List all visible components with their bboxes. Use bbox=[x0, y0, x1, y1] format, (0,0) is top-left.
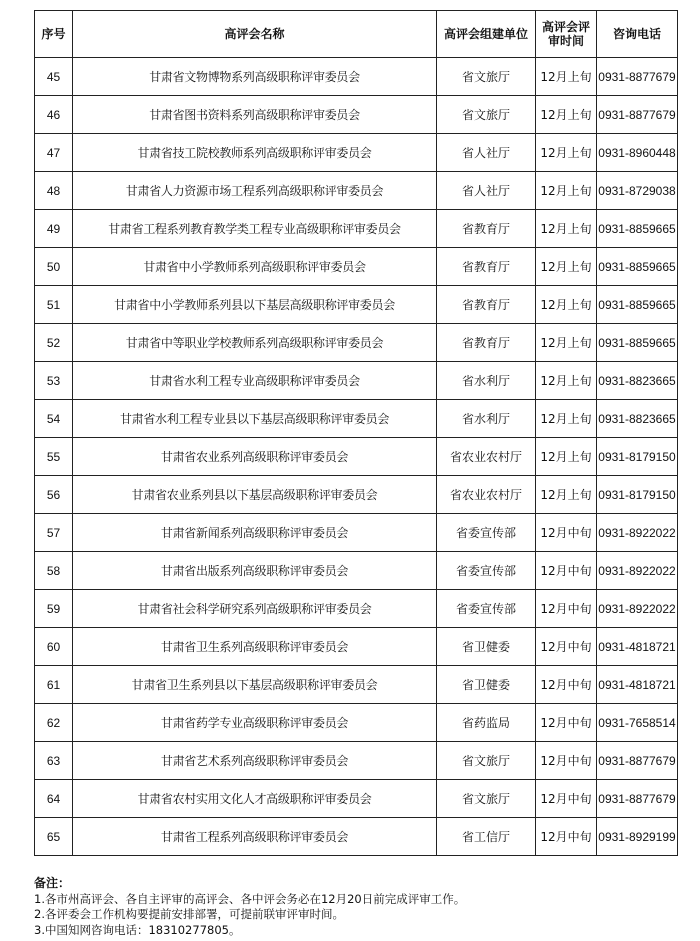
table-row bbox=[35, 324, 678, 362]
committee-name: 甘肃省人力资源市场工程系列高级职称评审委员会 bbox=[73, 172, 437, 210]
organizing-unit: 省卫健委 bbox=[437, 628, 536, 666]
note-item: 3.中国知网咨询电话：18310277805。 bbox=[34, 922, 241, 937]
contact-phone: 0931-7658514 bbox=[597, 704, 678, 742]
review-time: 12月中旬 bbox=[536, 704, 597, 742]
header-phone: 咨询电话 bbox=[597, 11, 678, 58]
review-time: 12月中旬 bbox=[536, 666, 597, 704]
table-body bbox=[35, 58, 678, 856]
contact-phone: 0931-8823665 bbox=[597, 362, 678, 400]
committee-name: 甘肃省艺术系列高级职称评审委员会 bbox=[73, 742, 437, 780]
organizing-unit: 省工信厅 bbox=[437, 818, 536, 856]
table-row bbox=[35, 362, 678, 400]
row-number: 54 bbox=[35, 400, 73, 438]
organizing-unit: 省农业农村厅 bbox=[437, 476, 536, 514]
review-time: 12月上旬 bbox=[536, 400, 597, 438]
row-number: 55 bbox=[35, 438, 73, 476]
row-number: 47 bbox=[35, 134, 73, 172]
committee-name: 甘肃省农业系列高级职称评审委员会 bbox=[73, 438, 437, 476]
committee-name: 甘肃省农业系列县以下基层高级职称评审委员会 bbox=[73, 476, 437, 514]
review-time: 12月上旬 bbox=[536, 134, 597, 172]
row-number: 45 bbox=[35, 58, 73, 96]
review-time: 12月上旬 bbox=[536, 58, 597, 96]
review-time: 12月中旬 bbox=[536, 552, 597, 590]
table-row bbox=[35, 628, 678, 666]
row-number: 59 bbox=[35, 590, 73, 628]
committee-name: 甘肃省图书资料系列高级职称评审委员会 bbox=[73, 96, 437, 134]
committee-name: 甘肃省卫生系列高级职称评审委员会 bbox=[73, 628, 437, 666]
contact-phone: 0931-8922022 bbox=[597, 514, 678, 552]
committee-name: 甘肃省中小学教师系列高级职称评审委员会 bbox=[73, 248, 437, 286]
review-time: 12月中旬 bbox=[536, 742, 597, 780]
organizing-unit: 省人社厅 bbox=[437, 172, 536, 210]
committee-name: 甘肃省中小学教师系列县以下基层高级职称评审委员会 bbox=[73, 286, 437, 324]
table-row bbox=[35, 58, 678, 96]
contact-phone: 0931-4818721 bbox=[597, 628, 678, 666]
review-time: 12月中旬 bbox=[536, 818, 597, 856]
table-row bbox=[35, 552, 678, 590]
review-time: 12月上旬 bbox=[536, 438, 597, 476]
note-item: 2.各评委会工作机构要提前安排部署，可提前联审评审时间。 bbox=[34, 907, 344, 921]
organizing-unit: 省水利厅 bbox=[437, 400, 536, 438]
header-time: 高评会评审时间 bbox=[536, 11, 597, 58]
row-number: 64 bbox=[35, 780, 73, 818]
table-row bbox=[35, 172, 678, 210]
table-row bbox=[35, 286, 678, 324]
row-number: 49 bbox=[35, 210, 73, 248]
contact-phone: 0931-8922022 bbox=[597, 552, 678, 590]
contact-phone: 0931-8823665 bbox=[597, 400, 678, 438]
table-row bbox=[35, 590, 678, 628]
contact-phone: 0931-8877679 bbox=[597, 96, 678, 134]
committee-name: 甘肃省工程系列教育教学类工程专业高级职称评审委员会 bbox=[73, 210, 437, 248]
review-time: 12月上旬 bbox=[536, 248, 597, 286]
organizing-unit: 省农业农村厅 bbox=[437, 438, 536, 476]
review-time: 12月上旬 bbox=[536, 96, 597, 134]
committee-name: 甘肃省卫生系列县以下基层高级职称评审委员会 bbox=[73, 666, 437, 704]
notes-section bbox=[34, 876, 677, 938]
row-number: 62 bbox=[35, 704, 73, 742]
committee-name: 甘肃省新闻系列高级职称评审委员会 bbox=[73, 514, 437, 552]
table-row bbox=[35, 210, 678, 248]
contact-phone: 0931-8729038 bbox=[597, 172, 678, 210]
committee-name: 甘肃省出版系列高级职称评审委员会 bbox=[73, 552, 437, 590]
committee-name: 甘肃省社会科学研究系列高级职称评审委员会 bbox=[73, 590, 437, 628]
table-row bbox=[35, 134, 678, 172]
organizing-unit: 省教育厅 bbox=[437, 210, 536, 248]
organizing-unit: 省教育厅 bbox=[437, 248, 536, 286]
note-item: 1.各市州高评会、各自主评审的高评会、各中评会务必在12月20日前完成评审工作。 bbox=[34, 891, 466, 906]
contact-phone: 0931-8960448 bbox=[597, 134, 678, 172]
contact-phone: 0931-8859665 bbox=[597, 248, 678, 286]
row-number: 56 bbox=[35, 476, 73, 514]
committee-name: 甘肃省工程系列高级职称评审委员会 bbox=[73, 818, 437, 856]
contact-phone: 0931-8929199 bbox=[597, 818, 678, 856]
contact-phone: 0931-8877679 bbox=[597, 58, 678, 96]
committee-name: 甘肃省药学专业高级职称评审委员会 bbox=[73, 704, 437, 742]
organizing-unit: 省文旅厅 bbox=[437, 780, 536, 818]
table-header-row bbox=[35, 11, 678, 58]
committee-name: 甘肃省文物博物系列高级职称评审委员会 bbox=[73, 58, 437, 96]
contact-phone: 0931-8179150 bbox=[597, 476, 678, 514]
review-time: 12月上旬 bbox=[536, 476, 597, 514]
review-time: 12月上旬 bbox=[536, 324, 597, 362]
row-number: 46 bbox=[35, 96, 73, 134]
contact-phone: 0931-8859665 bbox=[597, 286, 678, 324]
contact-phone: 0931-8179150 bbox=[597, 438, 678, 476]
table-row bbox=[35, 476, 678, 514]
review-time: 12月上旬 bbox=[536, 210, 597, 248]
contact-phone: 0931-8859665 bbox=[597, 324, 678, 362]
table-row bbox=[35, 96, 678, 134]
organizing-unit: 省教育厅 bbox=[437, 324, 536, 362]
table-row bbox=[35, 818, 678, 856]
header-no: 序号 bbox=[35, 11, 73, 58]
contact-phone: 0931-8877679 bbox=[597, 780, 678, 818]
organizing-unit: 省水利厅 bbox=[437, 362, 536, 400]
committee-table bbox=[34, 10, 678, 856]
row-number: 52 bbox=[35, 324, 73, 362]
organizing-unit: 省药监局 bbox=[437, 704, 536, 742]
table-row bbox=[35, 248, 678, 286]
table-row bbox=[35, 438, 678, 476]
review-time: 12月中旬 bbox=[536, 514, 597, 552]
review-time: 12月上旬 bbox=[536, 172, 597, 210]
row-number: 53 bbox=[35, 362, 73, 400]
row-number: 65 bbox=[35, 818, 73, 856]
review-time: 12月中旬 bbox=[536, 780, 597, 818]
row-number: 61 bbox=[35, 666, 73, 704]
row-number: 50 bbox=[35, 248, 73, 286]
review-time: 12月中旬 bbox=[536, 590, 597, 628]
committee-name: 甘肃省技工院校教师系列高级职称评审委员会 bbox=[73, 134, 437, 172]
committee-name: 甘肃省中等职业学校教师系列高级职称评审委员会 bbox=[73, 324, 437, 362]
row-number: 60 bbox=[35, 628, 73, 666]
table-row bbox=[35, 742, 678, 780]
committee-name: 甘肃省水利工程专业县以下基层高级职称评审委员会 bbox=[73, 400, 437, 438]
row-number: 51 bbox=[35, 286, 73, 324]
row-number: 57 bbox=[35, 514, 73, 552]
row-number: 48 bbox=[35, 172, 73, 210]
organizing-unit: 省人社厅 bbox=[437, 134, 536, 172]
header-unit: 高评会组建单位 bbox=[437, 11, 536, 58]
table-row bbox=[35, 514, 678, 552]
notes-title: 备注： bbox=[34, 876, 71, 890]
committee-name: 甘肃省水利工程专业高级职称评审委员会 bbox=[73, 362, 437, 400]
header-name: 高评会名称 bbox=[73, 11, 437, 58]
contact-phone: 0931-8922022 bbox=[597, 590, 678, 628]
table-row bbox=[35, 666, 678, 704]
organizing-unit: 省委宣传部 bbox=[437, 590, 536, 628]
organizing-unit: 省教育厅 bbox=[437, 286, 536, 324]
row-number: 63 bbox=[35, 742, 73, 780]
organizing-unit: 省委宣传部 bbox=[437, 514, 536, 552]
table-row bbox=[35, 400, 678, 438]
row-number: 58 bbox=[35, 552, 73, 590]
organizing-unit: 省文旅厅 bbox=[437, 58, 536, 96]
review-time: 12月上旬 bbox=[536, 286, 597, 324]
review-time: 12月上旬 bbox=[536, 362, 597, 400]
contact-phone: 0931-8859665 bbox=[597, 210, 678, 248]
committee-name: 甘肃省农村实用文化人才高级职称评审委员会 bbox=[73, 780, 437, 818]
organizing-unit: 省委宣传部 bbox=[437, 552, 536, 590]
organizing-unit: 省卫健委 bbox=[437, 666, 536, 704]
contact-phone: 0931-8877679 bbox=[597, 742, 678, 780]
table-row bbox=[35, 704, 678, 742]
table-row bbox=[35, 780, 678, 818]
organizing-unit: 省文旅厅 bbox=[437, 96, 536, 134]
organizing-unit: 省文旅厅 bbox=[437, 742, 536, 780]
contact-phone: 0931-4818721 bbox=[597, 666, 678, 704]
review-time: 12月中旬 bbox=[536, 628, 597, 666]
